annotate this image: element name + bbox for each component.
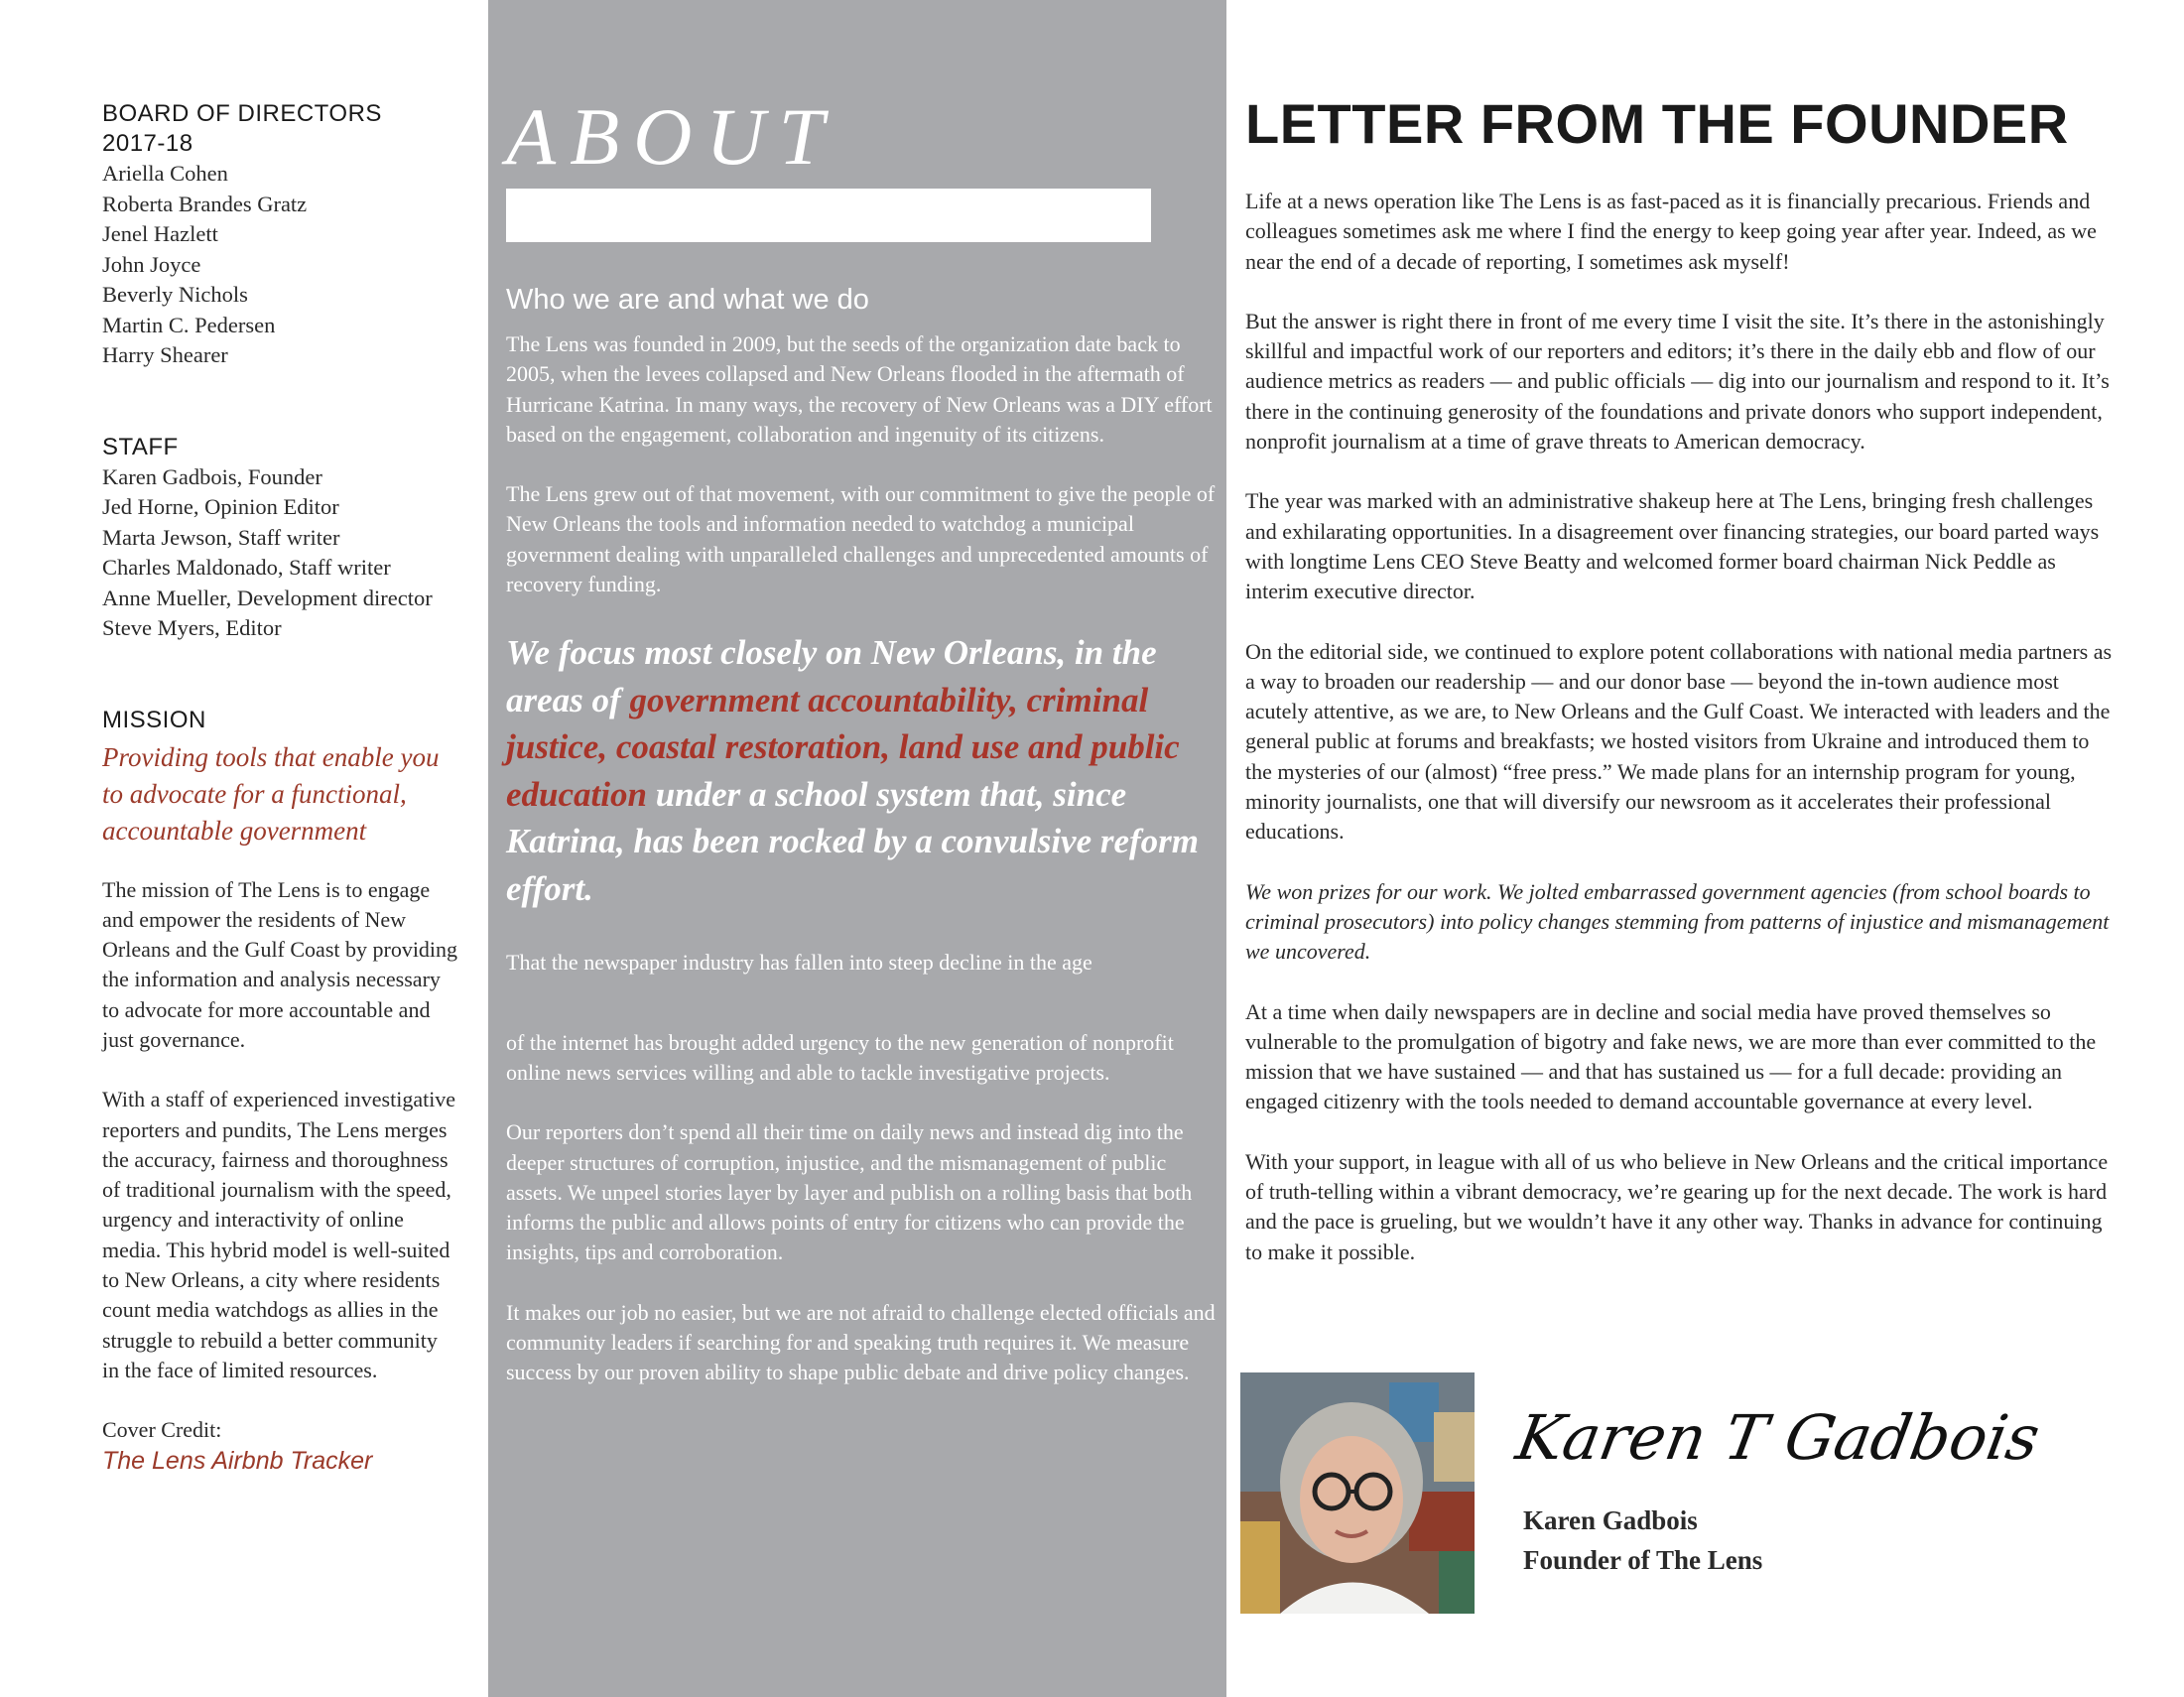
about-column [506,91,1220,1418]
about-subtitle: Who we are and what we do [506,284,869,316]
founder-photo [1240,1372,1475,1614]
staff-member: Charles Maldonado, Staff writer [102,555,391,580]
board-member: Harry Shearer [102,342,228,367]
pull-quote-text: under a school system that, since Katrina, has been rocked by a convulsive reform effort. [506,774,1200,908]
about-title: ABOUT [506,91,838,182]
board-member: John Joyce [102,251,201,277]
signer-block [1523,1501,1762,1580]
staff-heading: STAFF [102,433,179,460]
about-paragraph: of the internet has brought added urgency to the new generation of nonprofit online news services willing and able to tackle investigative projects. [506,1029,1174,1085]
board-heading: BOARD OF DIRECTORS [102,100,382,127]
staff-member: Karen Gadbois, Founder [102,463,322,489]
letter-column [1245,91,2119,1297]
letter-paragraph: The year was marked with an administrative shakeup here at The Lens, bringing fresh challenges and exhilarating opportunities. In a disagreement over financing strategies, our board parted ways with longtime Lens CEO Steve Beatty and welcomed former board chairman Nick Peddle as interim executive director. [1245,488,2100,604]
board-member: Beverly Nichols [102,282,248,307]
pull-quote [506,629,1220,912]
letter-paragraph: But the answer is right there in front of me every time I visit the site. It’s there in the astonishingly skillful and impactful work of our reporters and editors; it’s there in the daily ebb and flow of our audience metrics as readers — and public officials — dig into our journalism and respond to it. It’s there in the continuing generosity of the foundations and private donors who support independent, nonprofit journalism at a time of grave threats to American democracy. [1245,308,2110,455]
board-member: Ariella Cohen [102,161,228,186]
about-paragraph: It makes our job no easier, but we are not afraid to challenge elected officials and community leaders if searching for and speaking truth requires it. We measure success by our proven ability to shape public debate and drive policy changes. [506,1299,1216,1385]
title-bar [506,189,1151,242]
left-column [102,99,459,1477]
board-member: Roberta Brandes Gratz [102,191,308,216]
staff-member: Steve Myers, Editor [102,615,282,640]
about-paragraph: The Lens grew out of that movement, with our commitment to give the people of New Orleans the tools and information needed to watchdog a municipal government dealing with unparalleled challenges and unprecedented amounts of recovery funding. [506,481,1216,597]
pull-quote-highlight: government accountability, criminal justice, coastal restoration, land use and public education [506,680,1180,814]
cover-credit-label: Cover Credit: [102,1417,222,1443]
board-members-list [102,159,459,371]
letter-paragraph: At a time when daily newspapers are in decline and social media have proved themselves so vulnerable to the promulgation of bigotry and fake news, we are more than ever committed to the mission that we have sustained — and that has sustained us — for a full decade: providing an engaged citizenry with the tools needed to demand accountable governance at every level. [1245,998,2097,1114]
about-paragraph: The Lens was founded in 2009, but the seeds of the organization date back to 2005, when the levees collapsed and New Orleans flooded in the aftermath of Hurricane Katrina. In many ways, the recovery of New Orleans was a DIY effort based on the engagement, collaboration and ingenuity of its citizens. [506,331,1213,447]
signature [1511,1389,2045,1508]
mission-heading: MISSION [102,706,206,733]
letter-title: LETTER FROM THE FOUNDER [1245,92,2069,155]
board-member: Jenel Hazlett [102,221,218,246]
signer-name: Karen Gadbois [1523,1505,1698,1535]
signer-title: Founder of The Lens [1523,1545,1763,1575]
letter-paragraph: Life at a news operation like The Lens is as fast-paced as it is financially precarious. Friends and colleagues sometimes ask me where I find the energy to keep going year after year. Indeed, as we near the end of a decade of reporting, I sometimes ask myself! [1245,189,2097,274]
about-paragraph: Our reporters don’t spend all their time on daily news and instead dig into the deeper structures of corruption, injustice, and the mismanagement of public assets. We unpeel stories layer by layer and publish on a rolling basis that both informs the public and allows points of entry for citizens who can provide the insights, tips and corroboration. [506,1119,1193,1265]
letter-paragraph: We won prizes for our work. We jolted embarrassed government agencies (from school boards to criminal prosecutors) into policy changes stemming from patterns of injustice and mismanagement we uncovered. [1245,878,2110,965]
pull-quote-text: We focus most closely on New Orleans, in the areas of [506,633,1157,719]
mission-paragraph: With a staff of experienced investigative reporters and pundits, The Lens merges the accuracy, fairness and thoroughness of traditional journalism with the speed, urgency and interactivity of online media. This hybrid model is well-suited to New Orleans, a city where residents count media watchdogs as allies in the struggle to rebuild a better community in the face of limited resources. [102,1087,456,1382]
letter-paragraph: On the editorial side, we continued to explore potent collaborations with national media partners as a way to broaden our readership — and our donor base — beyond the in-town audience most acutely attentive, as we are, to New Orleans and the Gulf Coast. We interacted with leaders and the general public at forums and breakfasts; we hosted visitors from Ukraine and introduced them to the mysteries of our (almost) “free press.” We made plans for an internship program for young, minority journalists, one that will diversify our newsroom as it accelerates their professional educations. [1245,638,2113,845]
board-year: 2017-18 [102,130,193,157]
mission-paragraph: The mission of The Lens is to engage and empower the residents of New Orleans and the Gulf Coast by providing the information and analysis necessary to advocate for more accountable and just governance. [102,876,458,1052]
staff-list [102,462,459,644]
mission-statement: Providing tools that enable you to advocate for a functional, accountable government [102,741,440,846]
staff-member: Marta Jewson, Staff writer [102,524,340,550]
staff-member: Jed Horne, Opinion Editor [102,494,339,519]
cover-credit-link[interactable]: The Lens Airbnb Tracker [102,1447,373,1476]
board-member: Martin C. Pedersen [102,312,276,337]
about-paragraph: That the newspaper industry has fallen into steep decline in the age [506,950,1092,976]
signature-text: Karen T Gadbois [1511,1401,2045,1474]
letter-paragraph: With your support, in league with all of us who believe in New Orleans and the critical importance of truth-telling within a vibrant democracy, we’re gearing up for the next decade. The work is hard and the pace is grueling, but we wouldn’t have it any other way. Thanks in advance for continuing to make it possible. [1245,1148,2109,1264]
staff-member: Anne Mueller, Development director [102,585,433,610]
